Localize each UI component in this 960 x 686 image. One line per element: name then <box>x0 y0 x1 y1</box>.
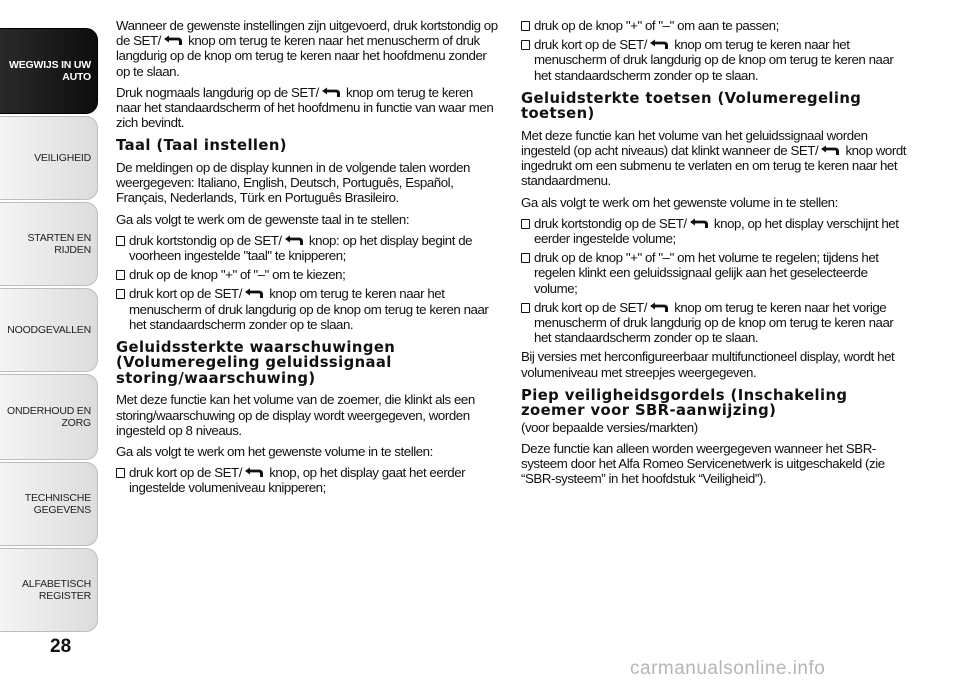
paragraph: Ga als volgt te werk om het gewenste volume in te stellen: <box>521 194 838 210</box>
return-arrow-icon <box>243 288 265 299</box>
return-arrow-icon <box>320 87 342 98</box>
tab-wegwijs[interactable]: WEGWIJS IN UW AUTO <box>0 28 98 114</box>
section-heading-taal: Taal (Taal instellen) <box>116 137 287 155</box>
paragraph: Druk nogmaals langdurig op de SET/ knop om terug te keren naar het standaardscherm of het hoofdmenu in functie van waar men zich bevindt. <box>116 84 494 131</box>
paragraph: Wanneer de gewenste instellingen zijn uitgevoerd, druk kortstondig op de SET/ knop om terug te keren naar het menuscherm of druk langdurig op de knop om terug te keren naar het hoofdmenu zonder op te slaan. <box>116 18 498 79</box>
right-column <box>521 18 913 493</box>
paragraph: Ga als volgt te werk om de gewenste taal in te stellen: <box>116 211 410 227</box>
section-heading-toetsen: Geluidsterkte toetsen (Volumeregeling toetsen) <box>521 89 862 123</box>
tab-alfabetisch-register[interactable]: ALFABETISCH REGISTER <box>0 548 98 632</box>
list-item: druk kortstondig op de SET/ knop: op het display begint de voorheen ingestelde "taal" te knipperen; <box>116 233 500 263</box>
tab-veiligheid[interactable]: VEILIGHEID <box>0 116 98 200</box>
section-heading-zoemer: Geluidssterkte waarschuwingen (Volumeregeling geluidssignaal storing/waarschuwing) <box>116 338 396 387</box>
tab-starten-en-rijden[interactable]: STARTEN EN RIJDEN <box>0 202 98 286</box>
tab-technische-gegevens[interactable]: TECHNISCHE GEGEVENS <box>0 462 98 546</box>
paragraph: Met deze functie kan het volume van het geluidssignaal worden ingesteld (op acht niveaus) dat klinkt wanneer de SET/ knop wordt ingedrukt om een submenu te verlaten en om terug te keren naar het standaardmenu. <box>521 127 907 189</box>
paragraph: De meldingen op de display kunnen in de volgende talen worden weergegeven: Italiano, English, Deutsch, Português, Español, Français, Nederlands, Türk en Português Brasileiro. <box>116 159 470 206</box>
page-number: 28 <box>50 636 72 657</box>
return-arrow-icon <box>283 235 305 246</box>
list-item: druk op de knop "+" of "–" om het volume te regelen; tijdens het regelen klinkt een geluidssignaal gelijk aan het geselecteerde volume; <box>521 250 913 296</box>
paragraph: Deze functie kan alleen worden weergegeven wanneer het SBR-systeem door het Alfa Romeo Servicenetwerk is uitgeschakeld (zie “SBR-systeem” in het hoofdstuk “Veiligheid”). <box>521 441 885 487</box>
paragraph: Bij versies met herconfigureerbaar multifunctioneel display, wordt het volumeniveau met streepjes weergegeven. <box>521 349 895 380</box>
return-arrow-icon <box>648 302 670 313</box>
paragraph: Met deze functie kan het volume van de zoemer, die klinkt als een storing/waarschuwing op de display wordt weergegeven, worden ingesteld op 8 niveaus. <box>116 392 475 438</box>
list-item: druk op de knop "+" of "–" om te kiezen; <box>116 267 500 282</box>
tab-noodgevallen[interactable]: NOODGEVALLEN <box>0 288 98 372</box>
chapter-sidebar <box>0 0 100 686</box>
return-arrow-icon <box>688 218 710 229</box>
list-item: druk kort op de SET/ knop om terug te keren naar het menuscherm of druk langdurig op de knop om terug te keren naar het standaardscherm zonder op te slaan. <box>116 286 500 332</box>
tab-onderhoud-en-zorg[interactable]: ONDERHOUD EN ZORG <box>0 374 98 460</box>
list-item: druk kort op de SET/ knop om terug te keren naar het menuscherm of druk langdurig op de knop om terug te keren naar het standaardscherm zonder op te slaan. <box>521 37 913 83</box>
paragraph: Ga als volgt te werk om het gewenste volume in te stellen: <box>116 444 433 460</box>
return-arrow-icon <box>162 35 184 46</box>
list-item: druk kort op de SET/ knop, op het display gaat het eerder ingestelde volumeniveau knipperen; <box>116 465 500 495</box>
list-item: druk kortstondig op de SET/ knop, op het display verschijnt het eerder ingestelde volume; <box>521 216 913 246</box>
list-item: druk op de knop "+" of "–" om aan te passen; <box>521 18 913 33</box>
section-heading-piep: Piep veiligheidsgordels (Inschakeling zoemer voor SBR-aanwijzing) <box>521 386 848 420</box>
return-arrow-icon <box>819 145 841 156</box>
watermark: carmanualsonline.info <box>630 658 826 679</box>
return-arrow-icon <box>648 39 670 50</box>
list-item: druk kort op de SET/ knop om terug te keren naar het vorige menuscherm of druk langdurig op de knop om terug te keren naar het standaardscherm zonder op te slaan. <box>521 300 913 346</box>
left-column <box>116 18 500 500</box>
paragraph-note: (voor bepaalde versies/markten) <box>521 419 698 435</box>
return-arrow-icon <box>243 467 265 478</box>
